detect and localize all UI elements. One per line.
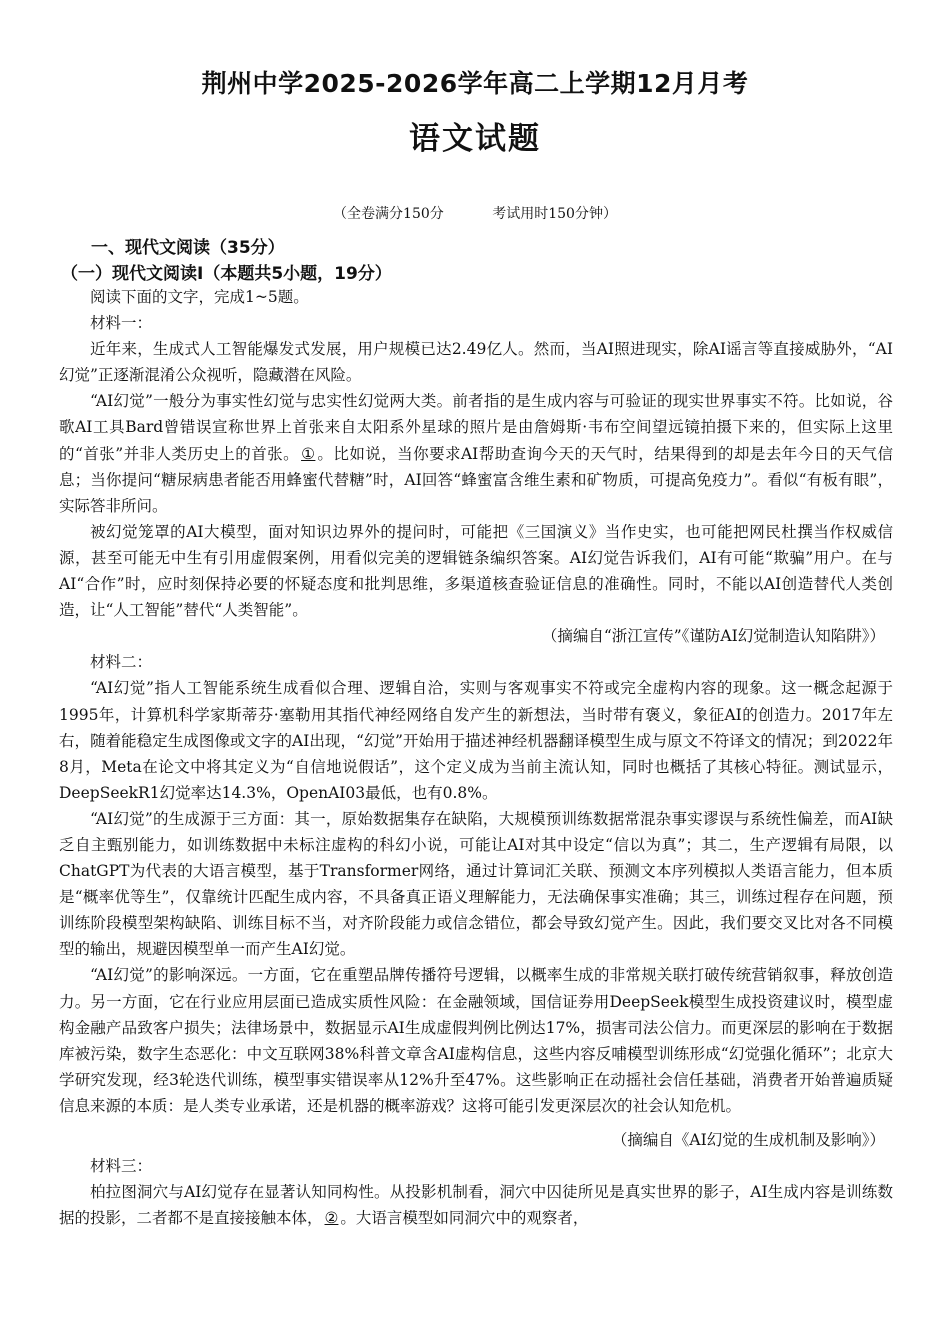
text-segment: “AI幻觉”一般分为事实性幻觉与忠实性幻觉两大类。前者指的是生成内容与可验证的现实世界事实不符。比如说，谷歌AI工具Bard曾错误宣称世界上首张来自太阳系外星球的照片是由詹姆斯·韦布空间望远镜拍摄下来的，但实际上这里的“首张”并非人类历史上的首张。: [59, 392, 893, 463]
instruction: 阅读下面的文字，完成1~5题。: [90, 288, 309, 306]
full-score-text: （全卷满分150分: [333, 206, 444, 222]
text-segment: 柏拉图洞穴与AI幻觉存在显著认知同构性。从投影机制看，洞穴中囚徒所见是真实世界的影子，AI生成内容是训练数据的投影，二者都不是直接接触本体，: [59, 1183, 893, 1228]
text-segment: 。比如说，当你要求AI帮助查询今天的天气时，结果得到的却是去年今日的天气信息；当你提问“糖尿病患者能否用蜂蜜代替糖”时，AI回答“蜂蜜富含维生素和矿物质，可提高免疫力”。看似“有板有眼”，实际答非所问。: [59, 444, 893, 515]
material2-label: 材料二：: [90, 653, 153, 672]
material2-paragraph: “AI幻觉”的生成源于三方面：其一，原始数据集存在缺陷，大规模预训练数据常混杂事实谬误与系统性偏差，而AI缺乏自主甄别能力，如训练数据中未标注虚构的科幻小说，可能让AI对其中设定“信以为真”；其二，生产逻辑有局限，以ChatGPT为代表的大语言模型，基于Transformer网络，通过计算词汇关联、预测文本序列模拟人类语言能力，但本质是“概率优等生”，仅靠统计匹配生成内容，不具备真正语义理解能力，无法确保事实准确；其三，训练过程存在问题，预训练阶段模型架构缺陷、训练目标不当，对齐阶段能力或信念错位，都会导致幻觉产生。因此，我们要交叉比对各不同模型的输出，规避因模型单一而产生AI幻觉。: [59, 809, 893, 959]
material2-source: （摘编自《AI幻觉的生成机制及影响》）: [611, 1131, 885, 1149]
exam-info: [0, 203, 950, 223]
material1-label: 材料一：: [90, 314, 153, 333]
section-heading: 一、现代文阅读（35分）: [91, 238, 285, 258]
material1-source: （摘编自“浙江宣传”《谨防AI幻觉制造认知陷阱》）: [541, 627, 885, 646]
sub-section-heading: （一）现代文阅读Ⅰ（本题共5小题，19分）: [61, 264, 392, 284]
exam-title: 荆州中学2025-2026学年高二上学期12月月考: [201, 69, 749, 98]
material1-paragraph: 被幻觉笼罩的AI大模型，面对知识边界外的提问时，可能把《三国演义》当作史实，也可能把网民杜撰当作权威信源，甚至可能无中生有引用虚假案例，用看似完美的逻辑链条编织答案。AI幻觉告诉我们，AI有可能“欺骗”用户。在与AI“合作”时，应时刻保持必要的怀疑态度和批判思维，多渠道核查验证信息的准确性。同时，不能以AI创造替代人类创造，让“人工智能”替代“人类智能”。: [59, 522, 893, 620]
material3-paragraph: [59, 1179, 893, 1231]
time-text: 考试用时150分钟）: [492, 206, 617, 222]
material3-label: 材料三：: [90, 1157, 153, 1176]
text-segment: 。大语言模型如同洞穴中的观察者，: [340, 1209, 589, 1228]
blank-1: ①: [301, 444, 316, 463]
material2-paragraph: “AI幻觉”指人工智能系统生成看似合理、逻辑自洽，实则与客观事实不符或完全虚构内容的现象。这一概念起源于1995年，计算机科学家斯蒂芬·塞勒用其指代神经网络自发产生的新想法，当时带有褒义，象征AI的创造力。2017年左右，随着能稳定生成图像或文字的AI出现，“幻觉”开始用于描述神经机器翻译模型生成与原文不符译文的情况；到2022年8月，Meta在论文中将其定义为“自信地说假话”，这个定义成为当前主流认知，同时也概括了其核心特征。测试显示，DeepSeekR1幻觉率达14.3%，OpenAI03最低，也有0.8%。: [59, 679, 893, 802]
material1-paragraph: 近年来，生成式人工智能爆发式发展，用户规模已达2.49亿人。然而，当AI照进现实，除AI谣言等直接威胁外，“AI幻觉”正逐渐混淆公众视听，隐藏潜在风险。: [59, 340, 893, 385]
reading-passage: [59, 284, 893, 1231]
material1-paragraph: [59, 388, 893, 518]
subject-title: 语文试题: [409, 121, 541, 157]
blank-2: ②: [324, 1209, 339, 1228]
material2-paragraph: “AI幻觉”的影响深远。一方面，它在重塑品牌传播符号逻辑，以概率生成的非常规关联打破传统营销叙事，释放创造力。另一方面，它在行业应用层面已造成实质性风险：在金融领域，国信证券用DeepSeek模型生成投资建议时，模型虚构金融产品致客户损失；法律场景中，数据显示AI生成虚假判例比例达17%，损害司法公信力。而更深层的影响在于数据库被污染，数字生态恶化：中文互联网38%科普文章含AI虚构信息，这些内容反哺模型训练形成“幻觉强化循环”；北京大学研究发现，经3轮迭代训练，模型事实错误率从12%升至47%。这些影响正在动摇社会信任基础，消费者开始普遍质疑信息来源的本质：是人类专业承诺，还是机器的概率游戏？这将可能引发更深层次的社会认知危机。: [59, 966, 893, 1115]
